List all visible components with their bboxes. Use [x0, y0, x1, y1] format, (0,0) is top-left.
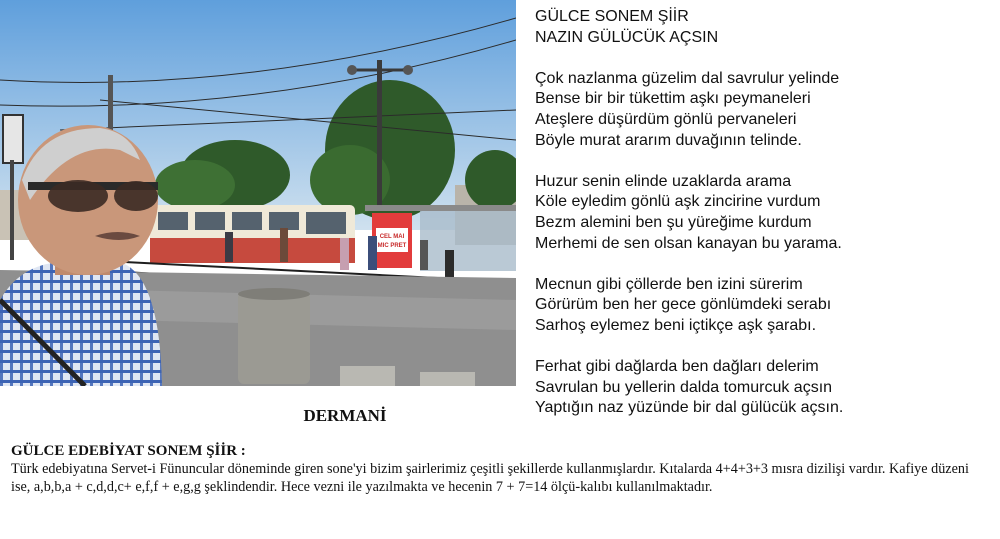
- poem-title: GÜLCE SONEM ŞİİR: [535, 8, 689, 25]
- poem-line: Huzur senin elinde uzaklarda arama: [535, 172, 792, 190]
- poem-line: Yaptığın naz yüzünde bir dal gülücük açsın.: [535, 399, 844, 417]
- bus-shelter: [365, 205, 516, 271]
- footer-note: [11, 443, 991, 496]
- poem-line: Savrulan bu yellerin dalda tomurcuk açsın: [535, 378, 833, 396]
- poem-line: Çok nazlanma güzelim dal savrulur yelinde: [535, 69, 840, 87]
- footer-body: Türk edebiyatına Servet-i Fünuncular döneminde giren sone'yi bizim şairlerimiz çeşitli şekillerde kullanmışlardır. Kıtalarda 4+4+3+3 mısra dizilişi vardır. Kafiye düzeni ise, a,b,b,a + c,d,d,c+ e,f,f + e,g,g şeklindendir. Hece vezni ile yazılmakta ve hecenin 7 + 7=14 ölçü-kalıbı kullanılmaktadır.: [11, 461, 969, 495]
- poem-stanza: [535, 172, 990, 254]
- poem-line: Bense bir bir tükettim aşkı peymaneleri: [535, 90, 811, 108]
- poem-subtitle: NAZIN GÜLÜCÜK AÇSIN: [535, 28, 719, 46]
- poem-line: Köle eyledim gönlü aşk zincirine vurdum: [535, 193, 821, 211]
- curb-block: [340, 366, 395, 386]
- street-photo: [0, 0, 516, 386]
- poem: [535, 7, 990, 419]
- curb-block: [420, 372, 475, 386]
- ad-sign-line-1: CEL MAI: [379, 234, 405, 240]
- poem-line: Bezm alemini ben şu yüreğime kurdum: [535, 213, 812, 231]
- author-caption: DERMANİ: [303, 406, 387, 425]
- concrete-bollard: [238, 288, 310, 384]
- poem-line: Merhemi de sen olsan kanayan bu yarama.: [535, 234, 842, 252]
- poem-stanza: [535, 69, 990, 151]
- footer-title: GÜLCE EDEBİYAT SONEM ŞİİR :: [11, 443, 246, 459]
- poem-line: Görürüm ben her gece gönlümdeki serabı: [535, 296, 832, 314]
- poem-stanza: [535, 275, 990, 337]
- poem-line: Mecnun gibi çöllerde ben izini sürerim: [535, 275, 803, 293]
- ad-sign-line-2: MIC PRET: [377, 243, 407, 249]
- poem-line: Ateşlere düşürdüm gönlü pervaneleri: [535, 110, 797, 128]
- tram: [150, 205, 355, 263]
- street-scene-illustration: [0, 0, 516, 386]
- poem-line: Böyle murat ararım duvağının telinde.: [535, 131, 802, 149]
- poem-line: Ferhat gibi dağlarda ben dağları delerim: [535, 358, 819, 376]
- poem-line: Sarhoş eylemez beni içtikçe aşk şarabı.: [535, 316, 817, 334]
